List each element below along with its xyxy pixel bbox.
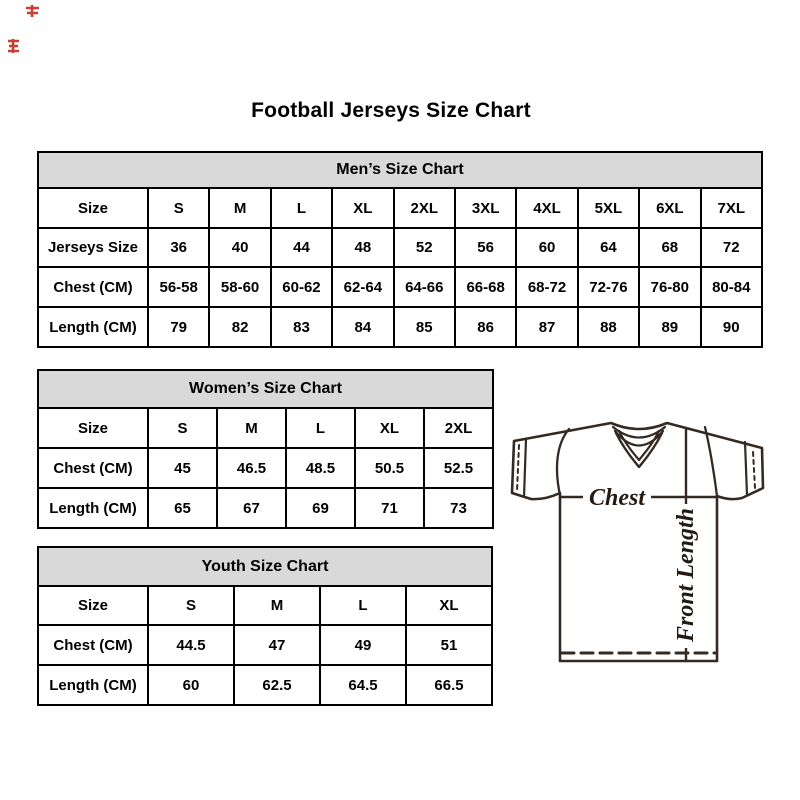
value-cell: S [148, 586, 234, 625]
value-cell: 73 [424, 488, 493, 528]
value-cell: 60 [516, 228, 577, 267]
table-header-row [38, 547, 492, 586]
value-cell: L [286, 408, 355, 448]
value-cell: 69 [286, 488, 355, 528]
mens-table-title: Men’s Size Chart [38, 152, 762, 188]
front-length-label: Front Length [673, 507, 699, 643]
value-cell: S [148, 188, 209, 228]
row-label-cell: Size [38, 408, 148, 448]
value-cell: 83 [271, 307, 332, 347]
value-cell: 3XL [455, 188, 516, 228]
value-cell: 48 [332, 228, 393, 267]
value-cell: XL [332, 188, 393, 228]
value-cell: 90 [701, 307, 762, 347]
value-cell: 76-80 [639, 267, 700, 307]
value-cell: 49 [320, 625, 406, 665]
red-corner-marks-icon [0, 0, 60, 60]
value-cell: 68 [639, 228, 700, 267]
table-row [38, 586, 492, 625]
chest-label: Chest [588, 485, 646, 511]
page-title: Football Jerseys Size Chart [251, 99, 531, 122]
youth-size-table [37, 546, 493, 706]
value-cell: 64.5 [320, 665, 406, 705]
row-label-cell: Size [38, 586, 148, 625]
value-cell: 67 [217, 488, 286, 528]
value-cell: M [209, 188, 270, 228]
value-cell: 71 [355, 488, 424, 528]
table-row [38, 625, 492, 665]
value-cell: 45 [148, 448, 217, 488]
table-row [38, 665, 492, 705]
value-cell: 72 [701, 228, 762, 267]
value-cell: 6XL [639, 188, 700, 228]
table-header-row [38, 370, 493, 408]
value-cell: 64-66 [394, 267, 455, 307]
table-header-row [38, 152, 762, 188]
row-label-cell: Chest (CM) [38, 267, 148, 307]
jersey-diagram [505, 403, 770, 665]
table-row [38, 488, 493, 528]
value-cell: 58-60 [209, 267, 270, 307]
value-cell: 56 [455, 228, 516, 267]
row-label-cell: Chest (CM) [38, 625, 148, 665]
value-cell: L [271, 188, 332, 228]
value-cell: 44 [271, 228, 332, 267]
value-cell: 7XL [701, 188, 762, 228]
table-row [38, 408, 493, 448]
mens-table-body [38, 188, 762, 347]
value-cell: 88 [578, 307, 639, 347]
row-label-cell: Jerseys Size [38, 228, 148, 267]
value-cell: XL [355, 408, 424, 448]
value-cell: 80-84 [701, 267, 762, 307]
value-cell: 66-68 [455, 267, 516, 307]
value-cell: 2XL [424, 408, 493, 448]
value-cell: 52.5 [424, 448, 493, 488]
row-label-cell: Chest (CM) [38, 448, 148, 488]
table-row [38, 228, 762, 267]
row-label-cell: Length (CM) [38, 307, 148, 347]
value-cell: S [148, 408, 217, 448]
youth-table-body [38, 586, 492, 705]
value-cell: 68-72 [516, 267, 577, 307]
womens-table-title: Women’s Size Chart [38, 370, 493, 408]
table-row [38, 267, 762, 307]
value-cell: 82 [209, 307, 270, 347]
value-cell: 60-62 [271, 267, 332, 307]
value-cell: 84 [332, 307, 393, 347]
value-cell: 36 [148, 228, 209, 267]
table-row [38, 307, 762, 347]
youth-table-title: Youth Size Chart [38, 547, 492, 586]
value-cell: 47 [234, 625, 320, 665]
value-cell: 46.5 [217, 448, 286, 488]
value-cell: M [234, 586, 320, 625]
womens-size-table [37, 369, 494, 529]
value-cell: 4XL [516, 188, 577, 228]
value-cell: 66.5 [406, 665, 492, 705]
value-cell: 62-64 [332, 267, 393, 307]
row-label-cell: Length (CM) [38, 665, 148, 705]
value-cell: 86 [455, 307, 516, 347]
row-label-cell: Size [38, 188, 148, 228]
value-cell: L [320, 586, 406, 625]
value-cell: 56-58 [148, 267, 209, 307]
value-cell: 62.5 [234, 665, 320, 705]
value-cell: 52 [394, 228, 455, 267]
value-cell: 44.5 [148, 625, 234, 665]
value-cell: 64 [578, 228, 639, 267]
value-cell: 89 [639, 307, 700, 347]
value-cell: 85 [394, 307, 455, 347]
value-cell: 60 [148, 665, 234, 705]
row-label-cell: Length (CM) [38, 488, 148, 528]
value-cell: M [217, 408, 286, 448]
mens-size-table [37, 151, 763, 348]
value-cell: 51 [406, 625, 492, 665]
value-cell: 72-76 [578, 267, 639, 307]
table-row [38, 448, 493, 488]
value-cell: 48.5 [286, 448, 355, 488]
womens-table-body [38, 408, 493, 528]
value-cell: 50.5 [355, 448, 424, 488]
table-row [38, 188, 762, 228]
value-cell: 87 [516, 307, 577, 347]
value-cell: 79 [148, 307, 209, 347]
value-cell: XL [406, 586, 492, 625]
value-cell: 65 [148, 488, 217, 528]
value-cell: 5XL [578, 188, 639, 228]
value-cell: 2XL [394, 188, 455, 228]
value-cell: 40 [209, 228, 270, 267]
